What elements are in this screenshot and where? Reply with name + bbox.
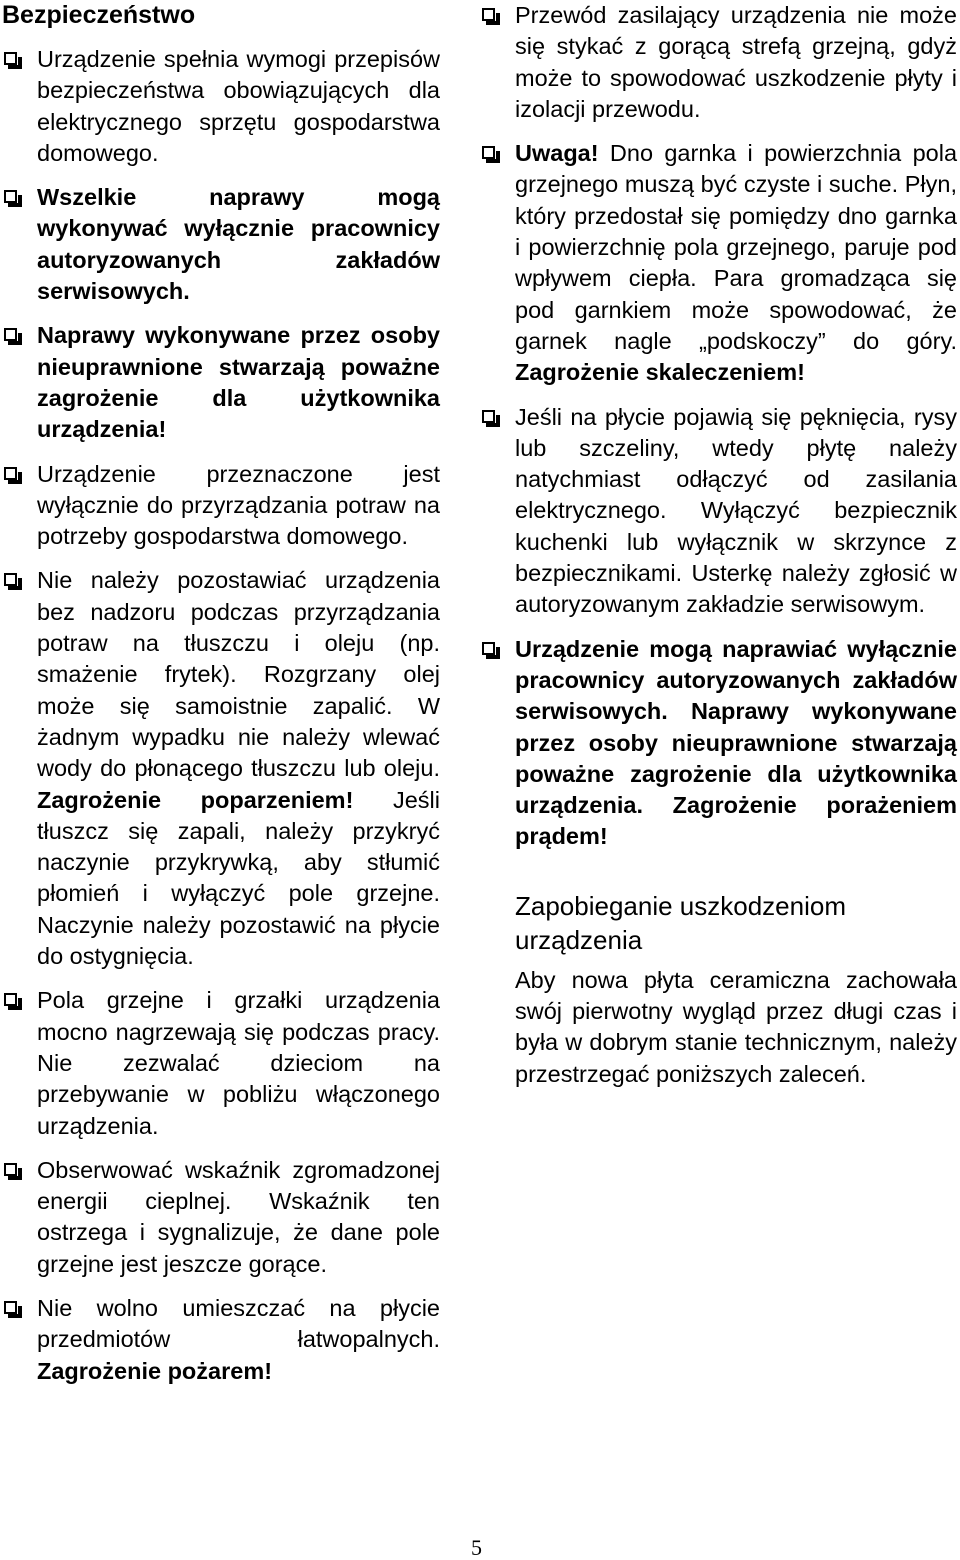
checkbox-bullet-icon [4,190,17,203]
safety-item-8 [0,1293,440,1387]
item-text: Pola grzejne i grzałki urządzenia mocno nagrzewają się podczas pracy. Nie zezwalać dzieciom na przebywanie w pobliżu włączonego urządzenia. [37,987,440,1139]
item-bold-text: Zagrożenie pożarem! [37,1357,273,1384]
damage-section-title: Zapobieganie uszkodzeniom urządzenia [515,890,846,955]
safety-item-12 [478,634,957,853]
checkbox-bullet-icon [4,993,17,1006]
item-text: Jeśli na płycie pojawią się pęknięcia, rysy lub szczeliny, wtedy płytę należy natychmiast odłączyć od zasilania elektrycznego. Wyłączyć bezpiecznik kuchenki lub wyłącznik w skrzynce z bezpiecznikami. Usterkę należy zgłosić w autoryzowanym zakładzie serwisowym. [515,403,957,618]
section-heading: Bezpieczeństwo [2,1,196,29]
checkbox-bullet-icon [4,328,17,341]
safety-item-2 [0,182,440,307]
safety-item-3 [0,320,440,445]
item-bold-text: Naprawy wykonywane przez osoby nieuprawnione stwarzają poważne zagrożenie dla użytkownika urządzenia! [37,322,440,443]
checkbox-bullet-icon [482,146,495,159]
item-text: Nie wolno umieszczać na płycie przedmiotów łatwopalnych. [37,1294,440,1353]
checkbox-bullet-icon [482,642,495,655]
safety-item-6 [0,985,440,1141]
item-bold-text: Zagrożenie skaleczeniem! [515,359,805,386]
item-text: Dno garnka i powierzchnia pola grzejnego muszą być czyste i suche. Płyn, który przedostał się pomiędzy dno garnka i powierzchnię pola grzejnego, paruje pod wpływem ciepła. Para gromadząca się pod garnkiem może spowodować, że garnek nagle „podskoczy” do góry. [515,140,958,354]
safety-item-11 [478,402,957,621]
item-text-after: Jeśli tłuszcz się zapali, należy przykryć naczynie przykrywką, aby stłumić płomień i wyłączyć pole grzejne. Naczynie należy pozostawić na płycie do ostygnięcia. [37,786,440,970]
item-text: Przewód zasilający urządzenia nie może się stykać z gorącą strefą grzejną, gdyż może to spowodować uszkodzenie płyty i izolacji przewodu. [515,2,957,122]
checkbox-bullet-icon [482,8,495,21]
checkbox-bullet-icon [4,467,17,480]
checkbox-bullet-icon [482,410,495,423]
item-text: Urządzenie przeznaczone jest wyłącznie do przyrządzania potraw na potrzeby gospodarstwa domowego. [37,460,440,550]
right-column [515,0,957,1090]
checkbox-bullet-icon [4,573,17,586]
safety-item-10 [478,138,957,388]
safety-item-7 [0,1155,440,1280]
left-column [0,0,440,1387]
item-text: Nie należy pozostawiać urządzenia bez nadzoru podczas przyrządzania potraw na tłuszczu i oleju (np. smażenie frytek). Rozgrzany olej może się samoistnie zapalić. W żadnym wypadku nie należy wlewać wody do płonącego tłuszczu lub oleju. [37,567,440,782]
item-bold-text: Wszelkie naprawy mogą wykonywać wyłącznie pracownicy autoryzowanych zakładów serwisowych. [37,184,440,305]
item-text: Urządzenie spełnia wymogi przepisów bezpieczeństwa obowiązujących dla elektrycznego sprzętu gospodarstwa domowego. [37,46,440,166]
item-text: Obserwować wskaźnik zgromadzonej energii cieplnej. Wskaźnik ten ostrzega i sygnalizuje, że dane pole grzejne jest jeszcze gorące. [37,1156,440,1277]
page-number: 5 [471,1535,482,1560]
safety-item-4 [0,459,440,553]
item-bold-text: Zagrożenie poparzeniem! [37,786,354,813]
safety-item-9 [478,0,957,125]
item-bold-text: Urządzenie mogą naprawiać wyłącznie pracownicy autoryzowanych zakładów serwisowych. Naprawy wykonywane przez osoby nieuprawnione stwarzają poważne zagrożenie dla użytkownika urządzenia. Zagrożenie porażeniem prądem! [515,635,957,850]
damage-section-text: Aby nowa płyta ceramiczna zachowała swój pierwotny wygląd przez długi czas i była w dobrym stanie technicznym, należy przestrzegać poniższych zaleceń. [515,966,957,1087]
checkbox-bullet-icon [4,1301,17,1314]
checkbox-bullet-icon [4,1163,17,1176]
safety-item-1 [0,44,440,169]
item-bold-lead: Uwaga! [515,140,599,167]
safety-item-5 [0,565,440,972]
checkbox-bullet-icon [4,52,17,65]
